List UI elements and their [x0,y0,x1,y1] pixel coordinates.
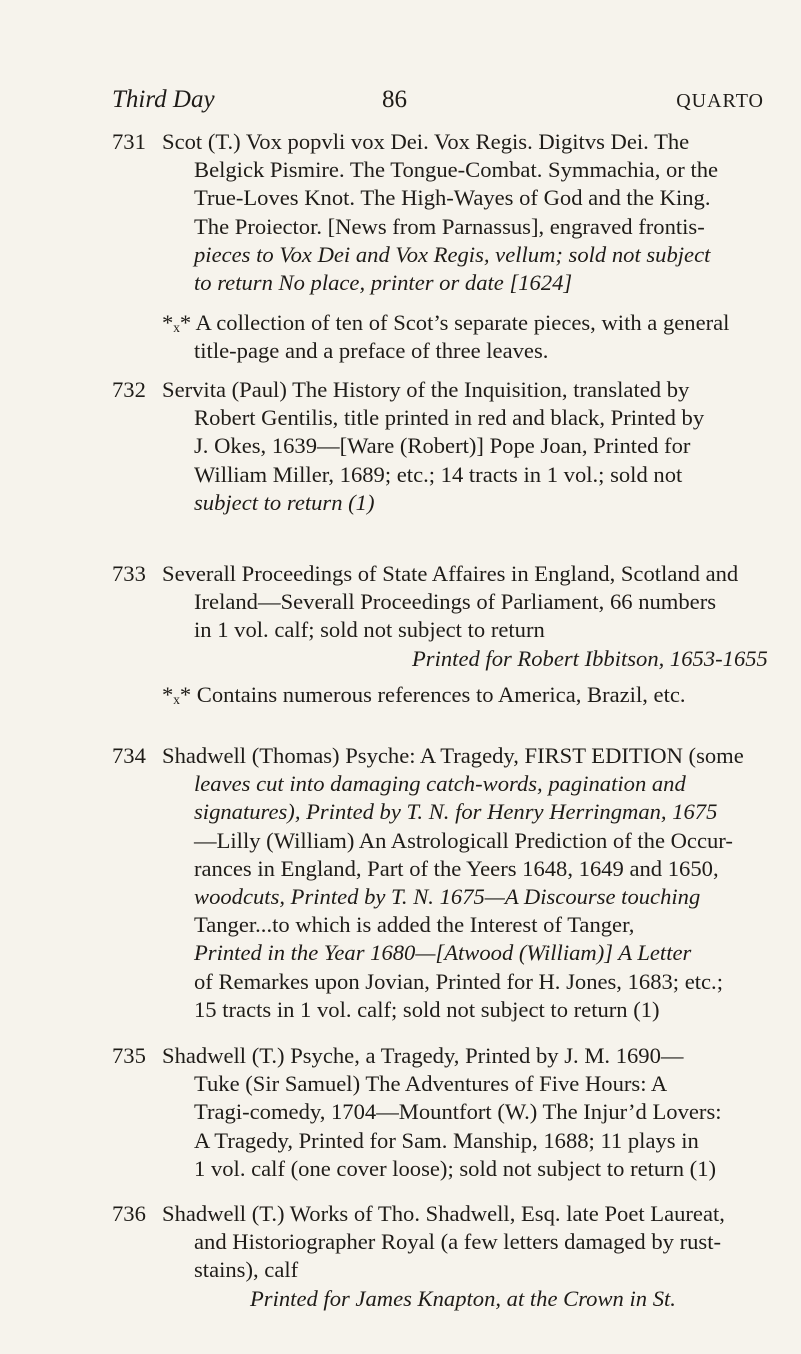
description-line: leaves cut into damaging catch-words, pagination and [194,771,686,797]
page-number: 86 [382,86,407,113]
description-line: pieces to Vox Dei and Vox Regis, vellum; sold not subject [194,241,711,267]
lot-entry [112,560,772,709]
lot-description [162,128,772,366]
lot-number: 732 [112,377,146,402]
description-line: Servita (Paul) The History of the Inquisition, translated by [162,377,690,402]
lot-number: 734 [112,743,146,768]
description-line: Shadwell (Thomas) Psyche: A Tragedy, FIRST EDITION (some [162,743,744,768]
description-line: subject to return (1) [194,489,375,515]
lot-number: 733 [112,561,146,586]
lot-entry [112,376,772,517]
lot-description [162,1200,772,1313]
description-line: Scot (T.) Vox popvli vox Dei. Vox Regis. Digitvs Dei. The [162,129,690,154]
description-line: Ireland—Severall Proceedings of Parliament, 66 numbers [194,589,717,615]
note-line: *ₓ* Contains numerous references to America, Brazil, etc. [162,681,686,707]
description-line: woodcuts, Printed by T. N. 1675—A Discourse touching [194,884,701,910]
description-line: J. Okes, 1639—[Ware (Robert)] Pope Joan, Printed for [194,433,691,459]
description-line: and Historiographer Royal (a few letters damaged by rust- [194,1229,722,1255]
description-line: A Tragedy, Printed for Sam. Manship, 1688; 11 plays in [194,1127,699,1153]
lot-number: 735 [112,1043,146,1068]
description-line: The Proiector. [News from Parnassus], engraved frontis- [194,213,705,239]
lot-description [162,742,772,1024]
description-line: —Lilly (William) An Astrologicall Prediction of the Occur- [194,827,733,853]
description-line: Tragi-comedy, 1704—Mountfort (W.) The Injur’d Lovers: [194,1099,722,1125]
description-line: 1 vol. calf (one cover loose); sold not subject to return (1) [194,1155,717,1181]
description-line: Shadwell (T.) Works of Tho. Shadwell, Esq. late Poet Laureat, [162,1201,725,1226]
description-line: Tanger...to which is added the Interest of Tanger, [194,912,635,938]
description-line: Belgick Pismire. The Tongue-Combat. Symmachia, or the [194,157,719,183]
description-line: stains), calf [194,1257,299,1283]
description-line: signatures), Printed by T. N. for Henry Herringman, 1675 [194,799,718,825]
description-line: William Miller, 1689; etc.; 14 tracts in 1 vol.; sold not [194,461,683,487]
description-line: Printed for James Knapton, at the Crown in St. [250,1285,676,1311]
description-line: True-Loves Knot. The High-Wayes of God and the King. [194,185,711,211]
lot-entry [112,1200,772,1313]
lot-entry [112,1042,772,1183]
note-line: *ₓ* A collection of ten of Scot’s separate pieces, with a general [162,310,730,336]
description-line: to return No place, printer or date [1624] [194,270,573,296]
description-line: 15 tracts in 1 vol. calf; sold not subject to return (1) [194,996,660,1022]
description-line: of Remarkes upon Jovian, Printed for H. Jones, 1683; etc.; [194,968,723,994]
lot-number: 731 [112,129,146,154]
description-line: Printed for Robert Ibbitson, 1653-1655 [412,645,768,671]
note-line: title-page and a preface of three leaves. [194,338,549,364]
description-line: Robert Gentilis, title printed in red and black, Printed by [194,405,705,431]
lot-entry [112,128,772,366]
description-line: Severall Proceedings of State Affaires in England, Scotland and [162,561,739,586]
description-line: Shadwell (T.) Psyche, a Tragedy, Printed by J. M. 1690— [162,1043,684,1068]
page-header [112,86,764,120]
lot-description [162,1042,772,1183]
description-line: Printed in the Year 1680—[Atwood (William)] A Letter [194,940,692,966]
lot-description [162,560,772,709]
description-line: Tuke (Sir Samuel) The Adventures of Five Hours: A [194,1071,668,1097]
running-head-left: Third Day [112,86,215,113]
description-line: rances in England, Part of the Yeers 1648, 1649 and 1650, [194,855,719,881]
running-head-right: QUARTO [676,90,764,112]
lot-description [162,376,772,517]
description-line: in 1 vol. calf; sold not subject to return [194,617,545,643]
lot-number: 736 [112,1201,146,1226]
lot-entry [112,742,772,1024]
